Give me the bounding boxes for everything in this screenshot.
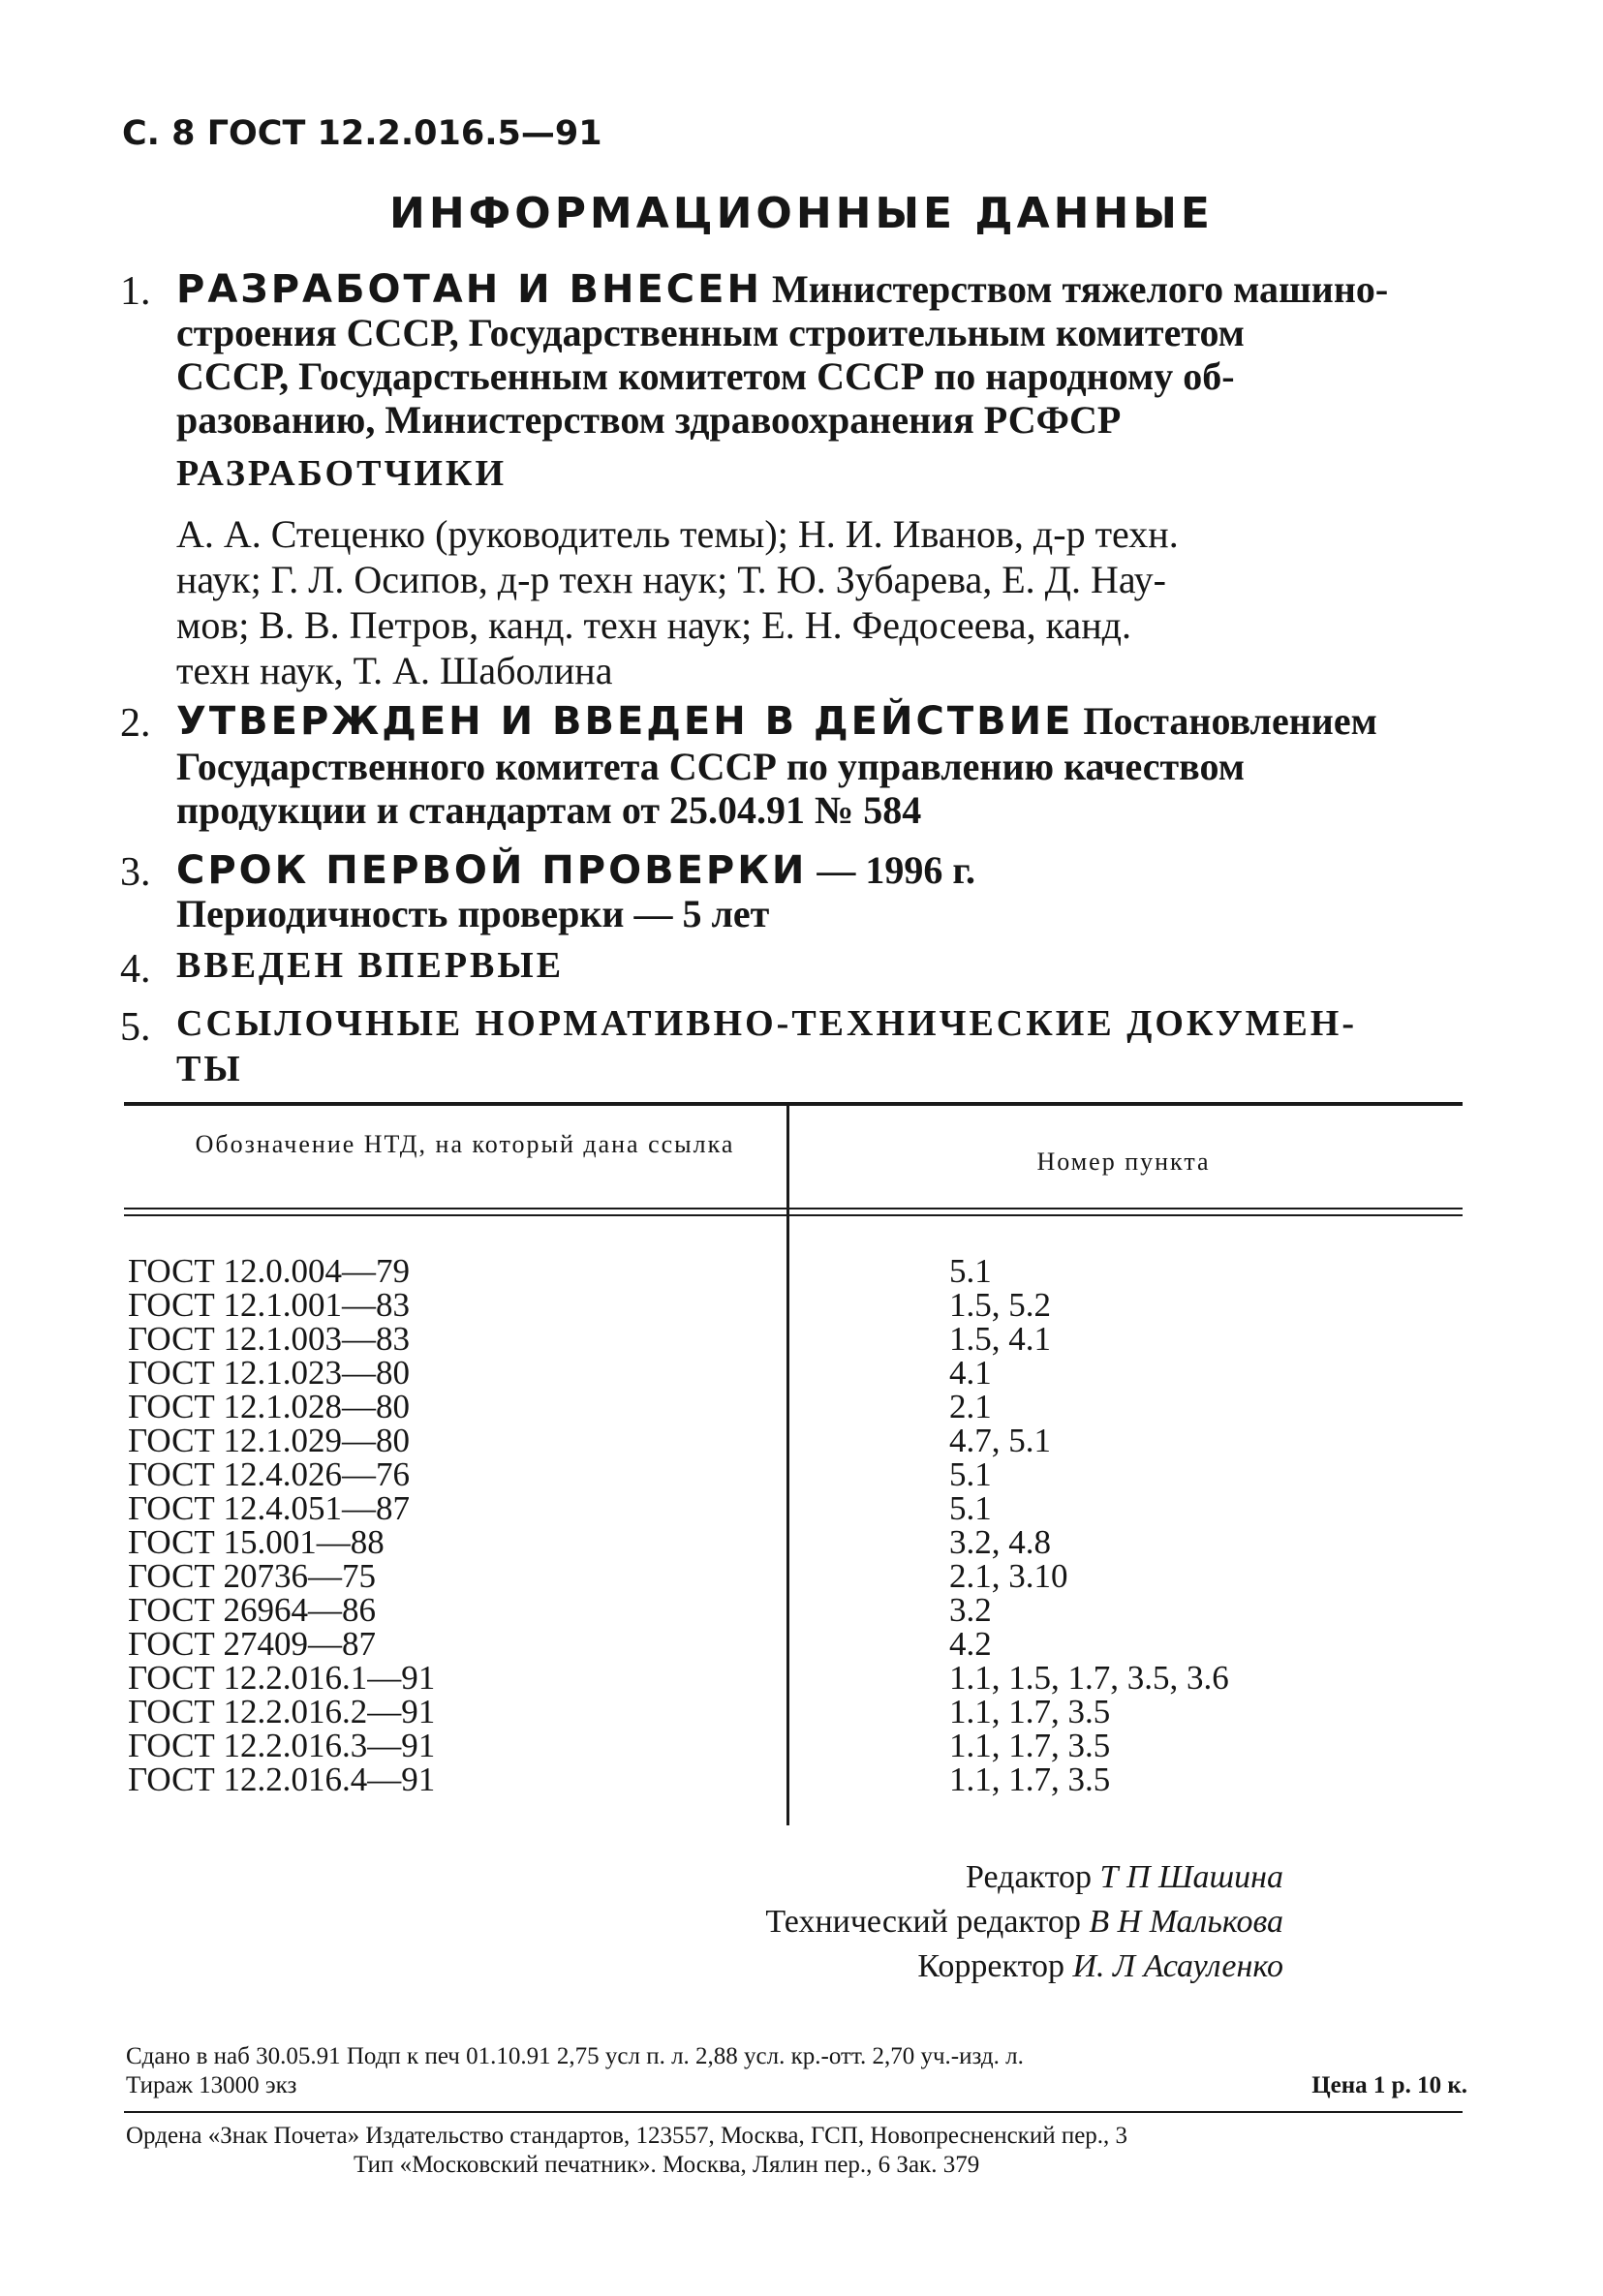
developers-line-2: наук; Г. Л. Осипов, д-р техн наук; Т. Ю. Зубарева, Е. Д. Нау- — [176, 558, 1166, 601]
table-cell-document: ГОСТ 12.4.051—87 — [128, 1489, 411, 1527]
table-cell-document: ГОСТ 12.2.016.2—91 — [128, 1693, 436, 1730]
table-cell-document: ГОСТ 12.1.023—80 — [128, 1354, 411, 1392]
imprint-publisher: Ордена «Знак Почета» Издательство стандартов, 123557, Москва, ГСП, Новопресненский пер., 3 — [126, 2123, 1128, 2149]
table-column-divider — [786, 1104, 789, 1825]
table-cell-document: ГОСТ 12.2.016.1—91 — [128, 1659, 436, 1697]
table-cell-document: ГОСТ 12.1.003—83 — [128, 1320, 411, 1358]
credit-corrector — [291, 1948, 1283, 1985]
imprint-rule — [124, 2111, 1463, 2113]
section-2-text-1: Постановлением — [1083, 699, 1377, 743]
table-cell-item-number: 4.1 — [949, 1354, 992, 1392]
table-cell-document: ГОСТ 12.1.028—80 — [128, 1388, 411, 1425]
table-cell-document: ГОСТ 12.1.029—80 — [128, 1422, 411, 1459]
table-cell-document: ГОСТ 12.2.016.4—91 — [128, 1760, 436, 1798]
section-3-line-2: Периодичность проверки — 5 лет — [176, 892, 770, 935]
developers-line-4: техн наук, Т. А. Шаболина — [176, 649, 613, 692]
imprint-print-run: Тираж 13000 экз — [126, 2072, 297, 2098]
developers-line-1: А. А. Стеценко (руководитель темы); Н. И. Иванов, д-р техн. — [176, 512, 1179, 556]
table-cell-item-number: 3.2, 4.8 — [949, 1523, 1051, 1561]
table-cell-document: ГОСТ 12.0.004—79 — [128, 1252, 411, 1290]
imprint-printer: Тип «Московский печатник». Москва, Лялин пер., 6 Зак. 379 — [354, 2152, 980, 2178]
table-cell-document: ГОСТ 15.001—88 — [128, 1523, 385, 1561]
table-cell-item-number: 1.1, 1.7, 3.5 — [949, 1760, 1111, 1798]
section-2-heading: УТВЕРЖДЕН И ВВЕДЕН В ДЕЙСТВИЕ — [176, 699, 1074, 744]
table-cell-item-number: 1.1, 1.7, 3.5 — [949, 1693, 1111, 1730]
section-3-value: — 1996 г. — [817, 848, 976, 892]
section-3-number: 3. — [120, 850, 151, 895]
section-1-text-3: СССР, Государстьенным комитетом СССР по народному об- — [176, 354, 1235, 398]
table-cell-item-number: 4.2 — [949, 1625, 992, 1663]
table-cell-document: ГОСТ 12.4.026—76 — [128, 1455, 411, 1493]
table-cell-document: ГОСТ 26964—86 — [128, 1591, 377, 1629]
table-cell-document: ГОСТ 12.2.016.3—91 — [128, 1727, 436, 1764]
corrector-name: И. Л Асауленко — [1072, 1948, 1283, 1984]
table-cell-item-number: 2.1, 3.10 — [949, 1557, 1068, 1595]
developers-heading: РАЗРАБОТЧИКИ — [176, 453, 508, 494]
section-2-text-2: Государственного комитета СССР по управлению качеством — [176, 745, 1245, 788]
tech-editor-label: Технический редактор — [765, 1904, 1081, 1940]
editor-label: Редактор — [966, 1859, 1093, 1895]
section-3-heading: СРОК ПЕРВОЙ ПРОВЕРКИ — [176, 848, 808, 893]
imprint-line-1: Сдано в наб 30.05.91 Подп к печ 01.10.91 2,75 усл п. л. 2,88 усл. кр.-отт. 2,70 уч.-изд. л. — [126, 2043, 1024, 2069]
table-cell-document: ГОСТ 20736—75 — [128, 1557, 377, 1595]
table-header-document: Обозначение НТД, на который дана ссылка — [195, 1130, 735, 1158]
section-5-heading-line-1: ССЫЛОЧНЫЕ НОРМАТИВНО-ТЕХНИЧЕСКИЕ ДОКУМЕН- — [176, 1003, 1358, 1044]
table-cell-item-number: 2.1 — [949, 1388, 992, 1425]
section-5-heading-line-2: ТЫ — [176, 1049, 243, 1089]
table-cell-item-number: 4.7, 5.1 — [949, 1422, 1051, 1459]
corrector-label: Корректор — [917, 1948, 1064, 1984]
credit-editor — [291, 1859, 1283, 1896]
section-2-line-1 — [176, 698, 1377, 744]
section-5-number: 5. — [120, 1005, 151, 1050]
section-1-text-1: Министерством тяжелого машино- — [771, 267, 1389, 311]
table-cell-item-number: 1.5, 5.2 — [949, 1286, 1051, 1324]
section-2-text-3: продукции и стандартам от 25.04.91 № 584 — [176, 788, 922, 832]
section-1-heading: РАЗРАБОТАН И ВНЕСЕН — [176, 267, 762, 312]
table-cell-item-number: 5.1 — [949, 1252, 992, 1290]
page-header: С. 8 ГОСТ 12.2.016.5—91 — [122, 114, 602, 153]
table-cell-item-number: 5.1 — [949, 1455, 992, 1493]
table-cell-item-number: 3.2 — [949, 1591, 992, 1629]
imprint-price: Цена 1 р. 10 к. — [1311, 2072, 1467, 2098]
section-3-line-1 — [176, 847, 975, 893]
table-cell-item-number: 1.5, 4.1 — [949, 1320, 1051, 1358]
credit-tech-editor — [291, 1904, 1283, 1941]
section-2-number: 2. — [120, 701, 151, 746]
section-1-text-2: строения СССР, Государственным строительным комитетом — [176, 311, 1245, 354]
table-cell-document: ГОСТ 12.1.001—83 — [128, 1286, 411, 1324]
table-cell-document: ГОСТ 27409—87 — [128, 1625, 377, 1663]
section-4-heading: ВВЕДЕН ВПЕРВЫЕ — [176, 945, 565, 986]
table-cell-item-number: 1.1, 1.7, 3.5 — [949, 1727, 1111, 1764]
table-header-rule-1 — [124, 1208, 1463, 1209]
table-cell-item-number: 1.1, 1.5, 1.7, 3.5, 3.6 — [949, 1659, 1229, 1697]
section-1-number: 1. — [120, 269, 151, 314]
section-4-number: 4. — [120, 947, 151, 992]
section-1-line-1 — [176, 266, 1388, 312]
document-title: ИНФОРМАЦИОННЫЕ ДАННЫЕ — [389, 189, 1214, 238]
section-1-text-4: разованию, Министерством здравоохранения РСФСР — [176, 398, 1122, 442]
table-cell-item-number: 5.1 — [949, 1489, 992, 1527]
tech-editor-name: В Н Малькова — [1089, 1904, 1283, 1940]
table-top-rule — [124, 1102, 1463, 1106]
table-header-item-number: Номер пункта — [1036, 1148, 1211, 1176]
editor-name: Т П Шашина — [1099, 1859, 1283, 1895]
developers-line-3: мов; В. В. Петров, канд. техн наук; Е. Н. Федосеева, канд. — [176, 603, 1131, 647]
table-header-rule-2 — [124, 1214, 1463, 1216]
